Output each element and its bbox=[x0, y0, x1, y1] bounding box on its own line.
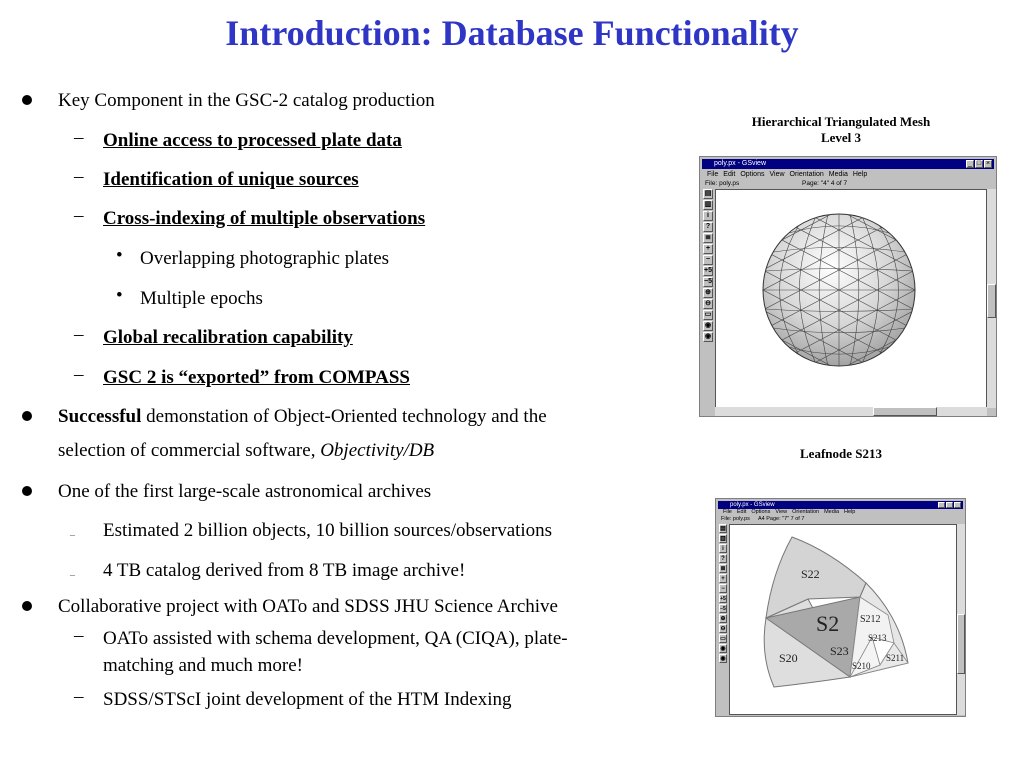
page-icon[interactable]: ≣ bbox=[703, 233, 713, 243]
menu-bar bbox=[718, 509, 963, 516]
window-title-bar bbox=[702, 159, 994, 169]
scroll-thumb[interactable] bbox=[957, 614, 965, 674]
tool-bar bbox=[702, 189, 714, 414]
sub-unique-sources: Identification of unique sources bbox=[103, 169, 359, 190]
subsub-marker: • bbox=[116, 285, 123, 306]
close-button[interactable]: × bbox=[985, 160, 991, 167]
vertical-scrollbar[interactable] bbox=[987, 189, 996, 408]
top-figure-caption bbox=[716, 114, 966, 146]
sub-4tb: 4 TB catalog derived from 8 TB image archive! bbox=[103, 560, 466, 581]
label-s22: S22 bbox=[801, 567, 820, 581]
maximize-button[interactable] bbox=[946, 502, 953, 508]
menu-bar bbox=[702, 170, 994, 179]
close-button[interactable] bbox=[954, 502, 961, 508]
objectivity-db: Objectivity/DB bbox=[320, 440, 435, 461]
status-page: A4 Page: "7" 7 of 7 bbox=[758, 516, 805, 522]
status-file: File: poly.ps bbox=[721, 516, 750, 522]
successful-word: Successful bbox=[58, 406, 142, 427]
document-canvas bbox=[715, 189, 987, 408]
subsub-marker: • bbox=[116, 245, 123, 266]
sub-gsc2-exported: GSC 2 is “exported” from COMPASS bbox=[103, 367, 410, 388]
bullet-dot bbox=[22, 95, 32, 105]
mesh-sphere-graphic bbox=[716, 190, 986, 407]
sub-online-access: Online access to processed plate data bbox=[103, 130, 402, 151]
dash-marker: – bbox=[74, 166, 84, 187]
menu-media[interactable]: Media bbox=[824, 509, 840, 515]
eye-icon[interactable]: ◉ bbox=[720, 656, 726, 662]
minimize-button[interactable]: _ bbox=[966, 160, 974, 168]
horizontal-scrollbar[interactable] bbox=[715, 407, 987, 416]
status-bar bbox=[718, 516, 963, 523]
zoom-in-icon[interactable]: ⊕ bbox=[720, 616, 726, 622]
bullet-dot bbox=[22, 486, 32, 496]
info-icon[interactable]: i bbox=[703, 211, 713, 221]
sub-oato: OATo assisted with schema development, QA (CIQA), plate- bbox=[103, 628, 568, 649]
help-icon[interactable]: ? bbox=[719, 554, 727, 563]
window-title: poly.px - GSview bbox=[714, 160, 766, 167]
bullet-key-component: Key Component in the GSC-2 catalog production bbox=[58, 90, 435, 111]
label-s20: S20 bbox=[779, 651, 798, 665]
sub-global-recalibration: Global recalibration capability bbox=[103, 327, 353, 348]
small-dash-marker: – bbox=[70, 530, 75, 541]
tool-bar bbox=[718, 524, 728, 714]
caption-line-2: Level 3 bbox=[820, 130, 862, 145]
menu-view[interactable]: View bbox=[775, 509, 788, 515]
open-icon[interactable]: ▤ bbox=[704, 190, 712, 197]
menu-options[interactable]: Options bbox=[751, 509, 771, 515]
bottom-figure-caption: Leafnode S213 bbox=[800, 446, 882, 461]
sub-sdss: SDSS/STScI joint development of the HTM Indexing bbox=[103, 689, 512, 710]
menu-options[interactable]: Options bbox=[740, 171, 765, 178]
dash-marker: – bbox=[74, 686, 84, 707]
caption-line-1: Hierarchical Triangulated Mesh bbox=[751, 114, 931, 129]
zoom-out-icon[interactable]: ⊖ bbox=[703, 299, 713, 309]
status-bar bbox=[702, 180, 994, 188]
menu-file[interactable]: File bbox=[723, 509, 732, 515]
info-icon[interactable]: i bbox=[719, 544, 727, 553]
label-s212: S212 bbox=[860, 614, 881, 625]
scroll-thumb[interactable] bbox=[873, 407, 937, 416]
minimize-button[interactable] bbox=[938, 502, 945, 508]
menu-help[interactable]: Help bbox=[852, 171, 868, 178]
sub-estimated: Estimated 2 billion objects, 10 billion sources/observations bbox=[103, 520, 553, 541]
menu-view[interactable]: View bbox=[769, 171, 785, 178]
zoom-out-icon[interactable]: ⊖ bbox=[720, 626, 726, 632]
menu-edit[interactable]: Edit bbox=[736, 509, 747, 515]
subsub-epochs: Multiple epochs bbox=[140, 288, 263, 309]
prev-page-icon[interactable]: − bbox=[719, 584, 727, 593]
bullet-dot bbox=[22, 601, 32, 611]
label-s23: S23 bbox=[830, 644, 849, 658]
label-s213: S213 bbox=[868, 633, 887, 643]
zoom-in-icon[interactable]: ⊕ bbox=[703, 288, 713, 298]
fit-icon[interactable]: ▭ bbox=[704, 311, 712, 318]
label-s211: S211 bbox=[886, 653, 905, 663]
window-title: poly.px - GSview bbox=[730, 502, 775, 508]
dash-marker: – bbox=[74, 324, 84, 345]
menu-help[interactable]: Help bbox=[844, 509, 856, 515]
label-s210: S210 bbox=[852, 661, 871, 671]
bullet-dot bbox=[22, 411, 32, 421]
dash-marker: – bbox=[74, 625, 84, 646]
fit-icon[interactable]: ▭ bbox=[720, 636, 726, 642]
successful-rest: demonstation of Object-Oriented technology and the bbox=[141, 406, 547, 427]
dash-marker: – bbox=[74, 205, 84, 226]
status-page: Page: "4" 4 of 7 bbox=[802, 180, 848, 187]
label-s2: S2 bbox=[816, 611, 840, 636]
menu-orientation[interactable]: Orientation bbox=[792, 509, 820, 515]
vertical-scrollbar[interactable] bbox=[957, 524, 965, 715]
document-canvas bbox=[729, 524, 957, 715]
successful-line2-text: selection of commercial software, bbox=[58, 440, 321, 461]
menu-file[interactable]: File bbox=[707, 171, 719, 178]
window-title-bar bbox=[718, 501, 963, 509]
open-icon[interactable]: ▤ bbox=[720, 526, 726, 532]
print-icon[interactable]: ▥ bbox=[720, 536, 726, 542]
print-icon[interactable]: ▥ bbox=[704, 201, 712, 208]
slide-title: Introduction: Database Functionality bbox=[225, 13, 799, 53]
dash-marker: – bbox=[74, 364, 84, 385]
maximize-button[interactable]: □ bbox=[976, 160, 982, 167]
next-page-icon[interactable]: + bbox=[719, 574, 727, 583]
menu-edit[interactable]: Edit bbox=[723, 171, 736, 178]
eye-icon[interactable]: ◉ bbox=[704, 322, 712, 329]
prev-page-icon[interactable]: − bbox=[703, 255, 713, 265]
menu-media[interactable]: Media bbox=[828, 171, 848, 178]
skip-forward-icon[interactable]: +5 bbox=[704, 267, 712, 274]
leafnode-graphic bbox=[730, 525, 956, 714]
subsub-overlapping: Overlapping photographic plates bbox=[140, 248, 390, 269]
help-icon[interactable]: ? bbox=[703, 222, 713, 232]
skip-forward-icon[interactable]: +5 bbox=[720, 596, 726, 602]
skip-back-icon[interactable]: −5 bbox=[720, 606, 726, 612]
scroll-thumb[interactable] bbox=[987, 284, 996, 318]
sub-oato-line2: matching and much more! bbox=[103, 655, 303, 676]
sub-cross-indexing: Cross-indexing of multiple observations bbox=[103, 208, 426, 229]
small-dash-marker: – bbox=[70, 570, 75, 581]
menu-orientation[interactable]: Orientation bbox=[789, 171, 824, 178]
bullet-successful bbox=[58, 403, 547, 430]
gsview-window-leafnode bbox=[715, 498, 966, 717]
eye-icon[interactable]: ◉ bbox=[720, 646, 726, 652]
bullet-large-scale: One of the first large-scale astronomical archives bbox=[58, 481, 432, 502]
dash-marker: – bbox=[74, 127, 84, 148]
gsview-window-mesh bbox=[699, 156, 997, 417]
bullet-successful-line2 bbox=[58, 437, 434, 464]
status-file: File: poly.ps bbox=[705, 180, 740, 187]
page-icon[interactable]: ≣ bbox=[720, 566, 726, 572]
bullet-collaborative: Collaborative project with OATo and SDSS JHU Science Archive bbox=[58, 596, 558, 617]
eye-icon[interactable]: ◉ bbox=[704, 333, 712, 340]
skip-back-icon[interactable]: −5 bbox=[704, 278, 712, 285]
next-page-icon[interactable]: + bbox=[703, 244, 713, 254]
